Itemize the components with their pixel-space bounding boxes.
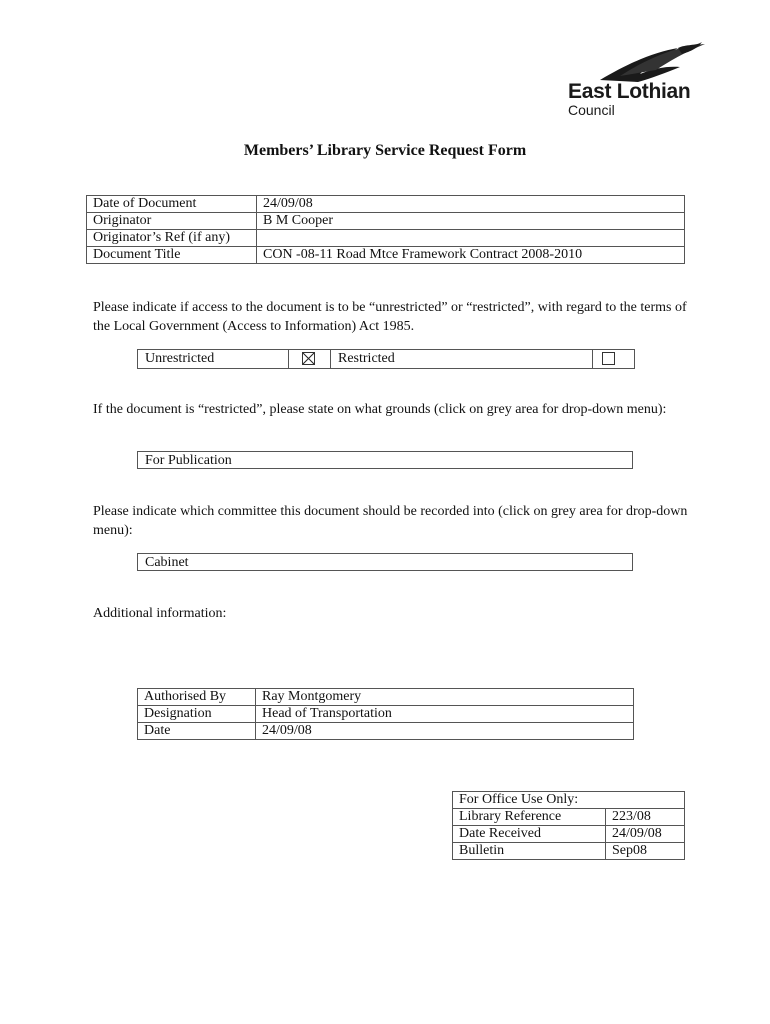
logo-subtitle: Council xyxy=(568,102,615,118)
authorised-by-label: Authorised By xyxy=(138,689,256,706)
date-label: Date xyxy=(138,723,256,740)
date-value[interactable]: 24/09/08 xyxy=(256,723,634,740)
document-title-label: Document Title xyxy=(87,247,257,264)
council-logo xyxy=(560,40,730,120)
access-choice-row xyxy=(137,349,635,369)
originator-label: Originator xyxy=(87,213,257,230)
logo-name: East Lothian xyxy=(568,80,691,103)
date-of-document-label: Date of Document xyxy=(87,196,257,213)
bulletin-label: Bulletin xyxy=(453,843,606,860)
authorised-by-value[interactable]: Ray Montgomery xyxy=(256,689,634,706)
table-row xyxy=(138,706,634,723)
table-row xyxy=(453,826,685,843)
committee-instruction: Please indicate which committee this document should be recorded into (click on grey area for drop-down menu): xyxy=(93,504,688,538)
table-row xyxy=(138,723,634,740)
restricted-label: Restricted xyxy=(338,351,395,366)
bird-icon xyxy=(560,40,730,85)
office-use-table xyxy=(452,791,685,860)
originator-ref-value[interactable] xyxy=(257,230,685,247)
additional-info-label: Additional information: xyxy=(93,606,227,621)
table-row xyxy=(87,213,685,230)
document-title-value[interactable]: CON -08-11 Road Mtce Framework Contract 2008-2010 xyxy=(257,247,685,264)
table-row xyxy=(453,792,685,809)
unrestricted-checkbox[interactable] xyxy=(302,352,315,365)
date-received-value: 24/09/08 xyxy=(606,826,685,843)
table-row xyxy=(453,843,685,860)
originator-value[interactable]: B M Cooper xyxy=(257,213,685,230)
restricted-checkbox[interactable] xyxy=(602,352,615,365)
date-received-label: Date Received xyxy=(453,826,606,843)
table-row xyxy=(87,247,685,264)
date-of-document-value[interactable]: 24/09/08 xyxy=(257,196,685,213)
table-row xyxy=(87,196,685,213)
table-row xyxy=(138,689,634,706)
table-row xyxy=(87,230,685,247)
access-instruction: Please indicate if access to the document is to be “unrestricted” or “restricted”, with regard to the terms of the Local Government (Access to Information) Act 1985. xyxy=(93,300,687,334)
grounds-dropdown[interactable]: For Publication xyxy=(137,451,633,469)
checked-x-icon xyxy=(303,353,314,364)
authorisation-table xyxy=(137,688,634,740)
library-reference-value: 223/08 xyxy=(606,809,685,826)
grounds-instruction: If the document is “restricted”, please state on what grounds (click on grey area for drop-down menu): xyxy=(93,402,667,417)
page-title: Members’ Library Service Request Form xyxy=(243,142,527,159)
office-use-header: For Office Use Only: xyxy=(453,792,685,809)
unrestricted-label: Unrestricted xyxy=(145,351,215,366)
table-row xyxy=(453,809,685,826)
library-reference-label: Library Reference xyxy=(453,809,606,826)
committee-dropdown[interactable]: Cabinet xyxy=(137,553,633,571)
bulletin-value: Sep08 xyxy=(606,843,685,860)
document-info-table xyxy=(86,195,685,264)
designation-value[interactable]: Head of Transportation xyxy=(256,706,634,723)
designation-label: Designation xyxy=(138,706,256,723)
originator-ref-label: Originator’s Ref (if any) xyxy=(87,230,257,247)
